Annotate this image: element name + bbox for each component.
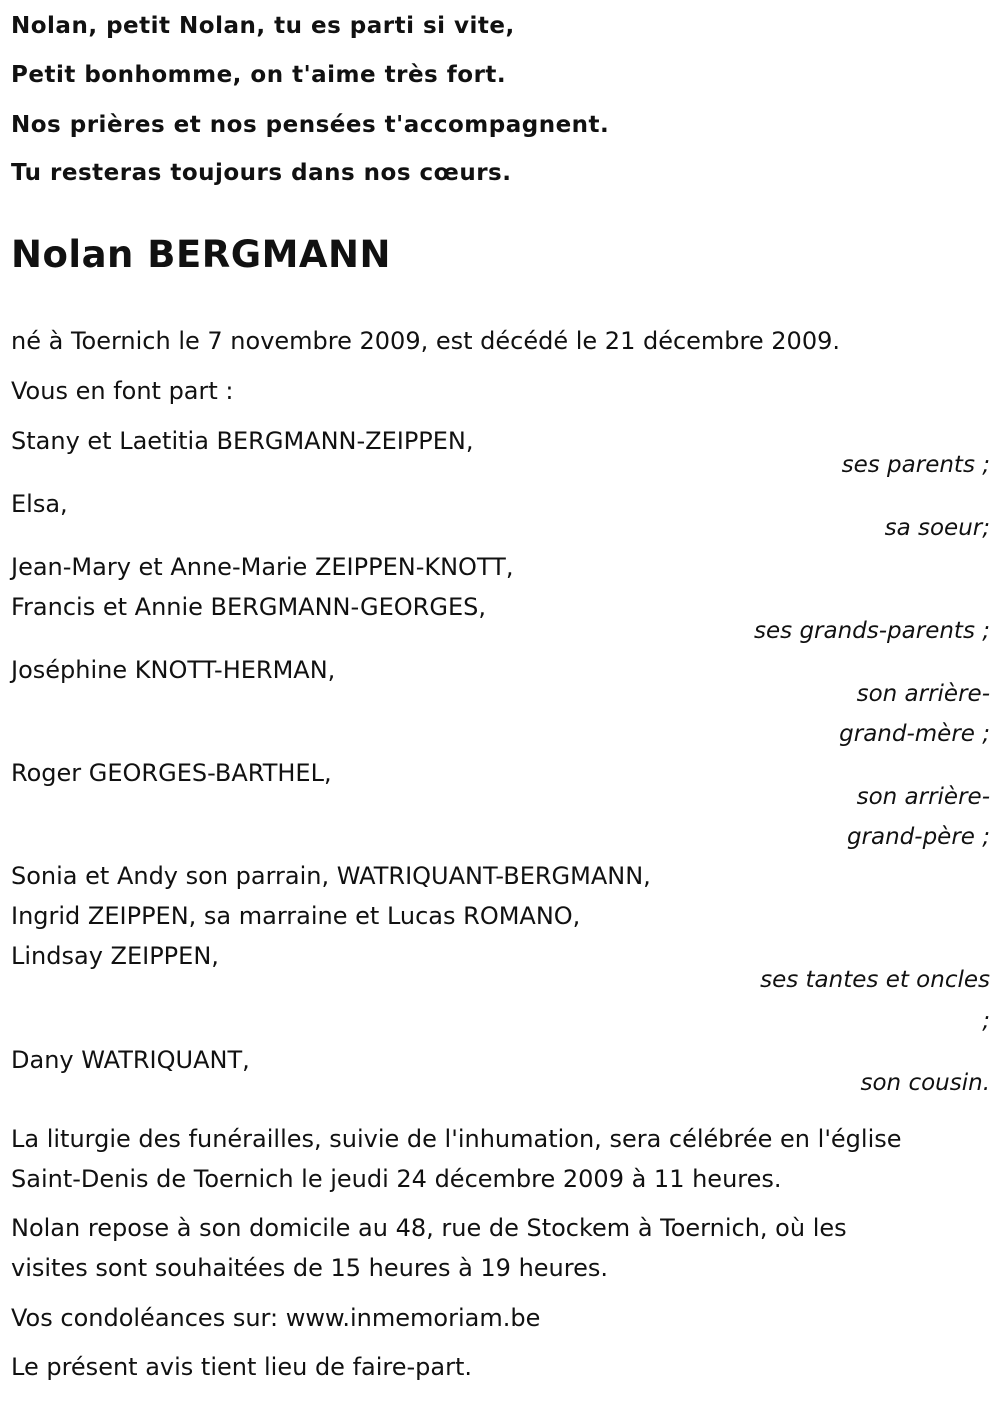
liturgy-line-2: Saint-Denis de Toernich le jeudi 24 décembre 2009 à 11 heures.: [11, 1165, 782, 1193]
rest-line-2: visites sont souhaitées de 15 heures à 19 heures.: [11, 1254, 608, 1282]
grandparents-line-2: Francis et Annie BERGMANN-GEORGES,: [11, 593, 486, 621]
aunts-uncles-line-2: Ingrid ZEIPPEN, sa marraine et Lucas ROMANO,: [11, 902, 581, 930]
condolences-line: Vos condoléances sur: www.inmemoriam.be: [11, 1304, 541, 1332]
cousin-name: Dany WATRIQUANT,: [11, 1046, 250, 1074]
aunts-uncles-relation-2: ;: [982, 1008, 990, 1034]
poem-line-4: Tu resteras toujours dans nos cœurs.: [11, 160, 512, 186]
poem-line-1: Nolan, petit Nolan, tu es parti si vite,: [11, 13, 515, 39]
grandparents-relation: ses grands-parents ;: [754, 618, 990, 644]
notice-line: Le présent avis tient lieu de faire-part.: [11, 1353, 473, 1381]
deceased-name: Nolan BERGMANN: [11, 233, 391, 276]
great-grandmother-relation-1: son arrière-: [856, 681, 990, 707]
great-grandfather-relation-1: son arrière-: [856, 784, 990, 810]
great-grandmother-name: Joséphine KNOTT-HERMAN,: [11, 656, 336, 684]
sister-relation: sa soeur;: [884, 515, 990, 541]
cousin-relation: son cousin.: [860, 1070, 990, 1096]
parents-relation: ses parents ;: [841, 452, 990, 478]
grandparents-line-1: Jean-Mary et Anne-Marie ZEIPPEN-KNOTT,: [11, 553, 514, 581]
sister-name: Elsa,: [11, 490, 68, 518]
rest-line-1: Nolan repose à son domicile au 48, rue de Stockem à Toernich, où les: [11, 1214, 847, 1242]
birth-death-line: né à Toernich le 7 novembre 2009, est décédé le 21 décembre 2009.: [11, 327, 840, 355]
great-grandmother-relation-2: grand-mère ;: [839, 721, 990, 747]
poem-line-3: Nos prières et nos pensées t'accompagnent.: [11, 112, 610, 138]
announcement-intro: Vous en font part :: [11, 377, 234, 405]
aunts-uncles-relation-1: ses tantes et oncles: [760, 967, 990, 993]
liturgy-line-1: La liturgie des funérailles, suivie de l'inhumation, sera célébrée en l'église: [11, 1125, 902, 1153]
great-grandfather-relation-2: grand-père ;: [846, 824, 990, 850]
parents-names: Stany et Laetitia BERGMANN-ZEIPPEN,: [11, 427, 474, 455]
great-grandfather-name: Roger GEORGES-BARTHEL,: [11, 759, 332, 787]
aunts-uncles-line-1: Sonia et Andy son parrain, WATRIQUANT-BERGMANN,: [11, 862, 651, 890]
aunts-uncles-line-3: Lindsay ZEIPPEN,: [11, 942, 219, 970]
poem-line-2: Petit bonhomme, on t'aime très fort.: [11, 62, 507, 88]
